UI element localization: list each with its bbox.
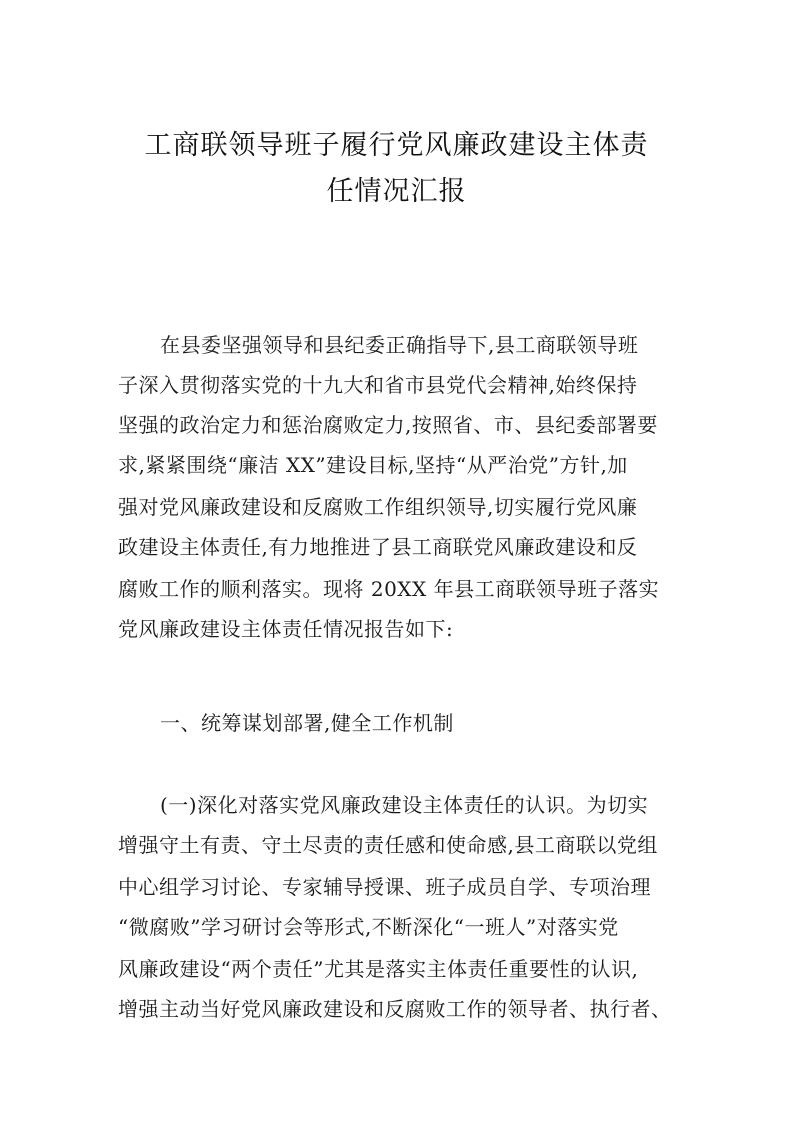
- sub-line-2: 增强守土有责、守土尽责的责任感和使命感,县工商联以党组: [118, 833, 658, 857]
- sub-line-1: (一)深化对落实党风廉政建设主体责任的认识。为切实: [160, 793, 649, 817]
- sub-line-6: 增强主动当好党风廉政建设和反腐败工作的领导者、执行者、: [118, 997, 672, 1021]
- intro-line-4: 求,紧紧围绕“廉洁 XX”建设目标,坚持“从严治党”方针,加: [118, 453, 628, 477]
- intro-line-3: 坚强的政治定力和惩治腐败定力,按照省、市、县纪委部署要: [118, 413, 658, 437]
- intro-line-1: 在县委坚强领导和县纪委正确指导下,县工商联领导班: [160, 333, 639, 357]
- sub-line-4: “微腐败”学习研讨会等形式,不断深化“一班人”对落实党: [118, 915, 619, 939]
- intro-line-8: 党风廉政建设主体责任情况报告如下:: [118, 617, 454, 641]
- intro-line-6: 政建设主体责任,有力地推进了县工商联党风廉政建设和反: [118, 535, 638, 559]
- section-heading: 一、统筹谋划部署,健全工作机制: [160, 711, 454, 735]
- sub-line-3: 中心组学习讨论、专家辅导授课、班子成员自学、专项治理: [118, 875, 651, 899]
- document-title-line-2: 任情况汇报: [326, 176, 467, 207]
- intro-line-5: 强对党风廉政建设和反腐败工作组织领导,切实履行党风廉: [118, 495, 638, 519]
- document-title-line-1: 工商联领导班子履行党风廉政建设主体责: [144, 130, 649, 161]
- sub-line-5: 风廉政建设“两个责任”尤其是落实主体责任重要性的认识,: [118, 957, 639, 981]
- intro-line-7: 腐败工作的顺利落实。现将 20XX 年县工商联领导班子落实: [118, 577, 660, 601]
- intro-line-2: 子深入贯彻落实党的十九大和省市县党代会精神,始终保持: [118, 373, 638, 397]
